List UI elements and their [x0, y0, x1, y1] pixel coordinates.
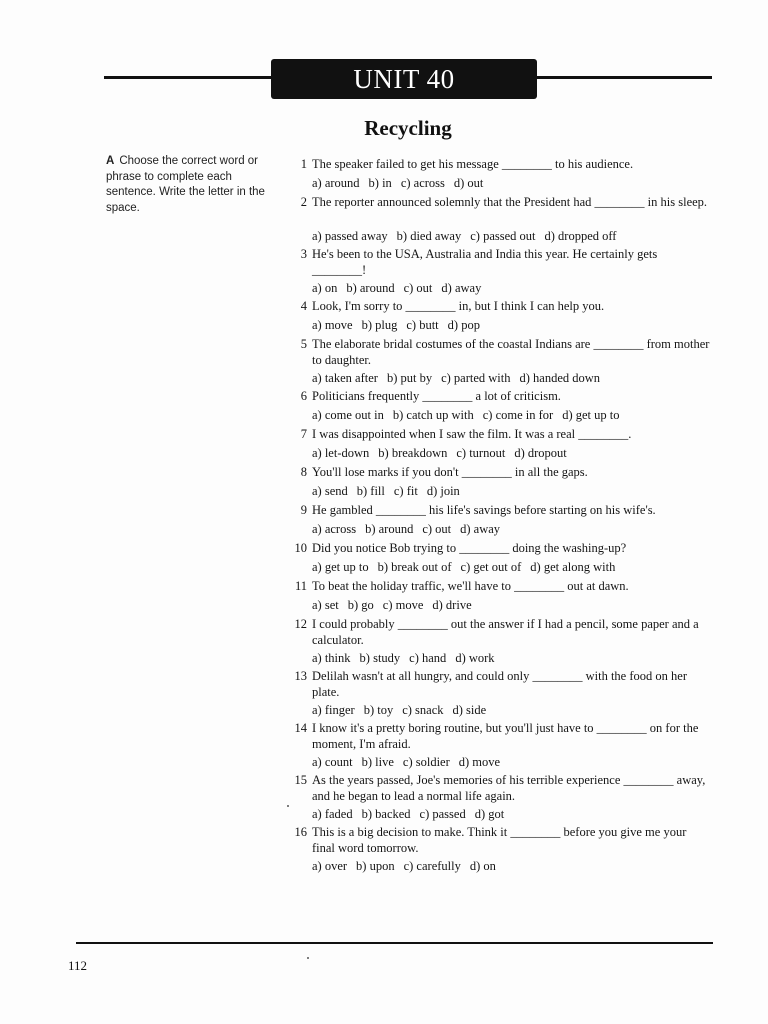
question-number: 8	[300, 465, 307, 479]
answer-option: d) handed down	[519, 371, 601, 385]
answer-option: a) count	[312, 755, 353, 769]
answer-option: a) passed away	[312, 229, 388, 243]
question-number: 12	[294, 617, 307, 631]
answer-options	[312, 807, 712, 823]
answer-option: c) out	[422, 521, 452, 536]
question-text: You'll lose marks if you don't ________ in all the gaps.	[312, 465, 588, 479]
answer-options	[312, 446, 712, 462]
unit-topic-title: Recycling	[364, 116, 452, 140]
question-number: 2	[300, 195, 307, 209]
answer-option: c) butt	[406, 317, 439, 332]
answer-option: b) put by	[386, 371, 433, 385]
answer-options	[312, 484, 712, 500]
answer-options	[312, 703, 712, 719]
answer-option: a) let-down	[312, 445, 370, 460]
question-text: The reporter announced solemnly that the President had ________ in his sleep.	[312, 195, 708, 209]
answer-option: a) get up to	[312, 559, 369, 574]
answer-options	[312, 371, 712, 387]
answer-option: a) think	[312, 651, 351, 665]
answer-option: c) parted with	[441, 371, 511, 385]
answer-option: c) turnout	[456, 445, 506, 460]
answer-option: d) dropout	[514, 445, 567, 460]
answer-option: d) away	[441, 281, 482, 295]
answer-option: a) on	[312, 281, 338, 295]
question-text: I know it's a pretty boring routine, but you'll just have to ________ on for the moment, I'm afraid.	[312, 721, 699, 751]
answer-option: a) finger	[312, 703, 355, 717]
answer-option: c) fit	[393, 483, 418, 498]
answer-option: c) come in for	[482, 407, 554, 422]
question-text: Did you notice Bob trying to ________ doing the washing-up?	[312, 541, 627, 555]
answer-option: a) taken after	[312, 371, 378, 385]
scan-speck	[307, 957, 309, 959]
answer-options	[312, 522, 712, 538]
answer-option: c) across	[400, 175, 445, 190]
question-text: As the years passed, Joe's memories of his terrible experience ________ away, and he began to lead a normal life again.	[312, 773, 706, 803]
question-number: 11	[294, 579, 307, 593]
answer-option: c) snack	[402, 703, 444, 717]
answer-options	[312, 176, 712, 192]
page-number: 112	[68, 958, 88, 973]
question-number: 10	[294, 541, 307, 555]
answer-option: d) work	[455, 651, 495, 665]
answer-options	[312, 598, 712, 614]
answer-option: d) drive	[432, 597, 472, 612]
question-number: 9	[300, 503, 307, 517]
question-text: He's been to the USA, Australia and India this year. He certainly gets ________!	[312, 247, 658, 277]
question-text: He gambled ________ his life's savings before starting on his wife's.	[312, 503, 656, 517]
unit-banner: UNIT 40	[271, 59, 537, 99]
exercise-instruction	[106, 154, 276, 216]
answer-option: b) toy	[363, 703, 394, 717]
answer-option: b) go	[347, 597, 374, 612]
answer-options	[312, 318, 712, 334]
answer-option: d) get up to	[562, 407, 620, 422]
answer-option: c) passed	[419, 807, 466, 821]
answer-option: d) get along with	[530, 559, 616, 574]
answer-option: c) passed out	[470, 229, 536, 243]
question-text: I could probably ________ out the answer if I had a pencil, some paper and a calculator.	[312, 617, 699, 647]
question-text: This is a big decision to make. Think it ________ before you give me your final word tomorrow.	[312, 825, 687, 855]
question-text: Look, I'm sorry to ________ in, but I think I can help you.	[312, 299, 605, 313]
question-text: To beat the holiday traffic, we'll have to ________ out at dawn.	[312, 579, 629, 593]
answer-option: d) side	[452, 703, 487, 717]
answer-options	[312, 755, 712, 771]
answer-option: a) faded	[312, 807, 353, 821]
answer-option: d) dropped off	[544, 229, 617, 243]
answer-options	[312, 281, 712, 297]
answer-option: c) get out of	[460, 559, 522, 574]
exercise-letter: A	[106, 155, 115, 167]
footer-rule	[76, 942, 713, 944]
question-text: The speaker failed to get his message ________ to his audience.	[312, 157, 634, 171]
answer-option: a) come out in	[312, 407, 384, 422]
answer-option: a) over	[312, 859, 348, 873]
question-number: 16	[294, 825, 307, 839]
answer-option: b) live	[361, 755, 394, 769]
answer-option: d) out	[453, 175, 484, 190]
question-number: 1	[300, 157, 307, 171]
answer-option: a) around	[312, 175, 360, 190]
answer-option: a) set	[312, 597, 339, 612]
question-text: Delilah wasn't at all hungry, and could only ________ with the food on her plate.	[312, 669, 687, 699]
answer-options	[312, 859, 712, 875]
answer-option: b) upon	[356, 859, 395, 873]
answer-option: b) breakdown	[378, 445, 448, 460]
answer-option: b) break out of	[377, 559, 452, 574]
answer-option: a) send	[312, 483, 348, 498]
answer-option: c) hand	[409, 651, 447, 665]
answer-option: b) died away	[396, 229, 462, 243]
answer-option: d) join	[426, 483, 460, 498]
answer-option: a) across	[312, 521, 357, 536]
answer-option: d) on	[469, 859, 496, 873]
answer-option: b) around	[365, 521, 414, 536]
answer-option: d) move	[458, 755, 501, 769]
answer-option: b) in	[368, 175, 392, 190]
answer-options	[312, 560, 712, 576]
question-text: The elaborate bridal costumes of the coastal Indians are ________ from mother to daughter.	[312, 337, 710, 367]
question-number: 4	[300, 299, 307, 313]
question-text: Politicians frequently ________ a lot of criticism.	[312, 389, 561, 403]
answer-option: b) catch up with	[392, 407, 474, 422]
question-text: I was disappointed when I saw the film. It was a real ________.	[312, 427, 632, 441]
question-number: 7	[300, 427, 307, 441]
question-number: 15	[294, 773, 307, 787]
answer-option: b) backed	[361, 807, 411, 821]
answer-option: b) fill	[356, 483, 385, 498]
answer-option: d) got	[474, 807, 505, 821]
answer-option: d) away	[460, 521, 501, 536]
answer-options	[312, 408, 712, 424]
question-number: 14	[294, 721, 307, 735]
answer-option: c) soldier	[402, 755, 450, 769]
instruction-text: Choose the correct word or phrase to complete each sentence. Write the letter in the space.	[106, 155, 265, 214]
answer-option: c) out	[403, 281, 433, 295]
question-number: 13	[294, 669, 307, 683]
answer-option: b) study	[359, 651, 401, 665]
question-number: 6	[300, 389, 307, 403]
answer-option: d) pop	[447, 317, 480, 332]
question-number: 5	[300, 337, 307, 351]
answer-options	[312, 651, 712, 667]
answer-option: b) around	[346, 281, 395, 295]
question-number: 3	[300, 247, 307, 261]
answer-option: a) move	[312, 317, 353, 332]
scan-speck	[287, 805, 289, 807]
answer-option: b) plug	[361, 317, 398, 332]
answer-option: c) move	[382, 597, 424, 612]
answer-option: c) carefully	[403, 859, 461, 873]
answer-options	[312, 229, 712, 245]
